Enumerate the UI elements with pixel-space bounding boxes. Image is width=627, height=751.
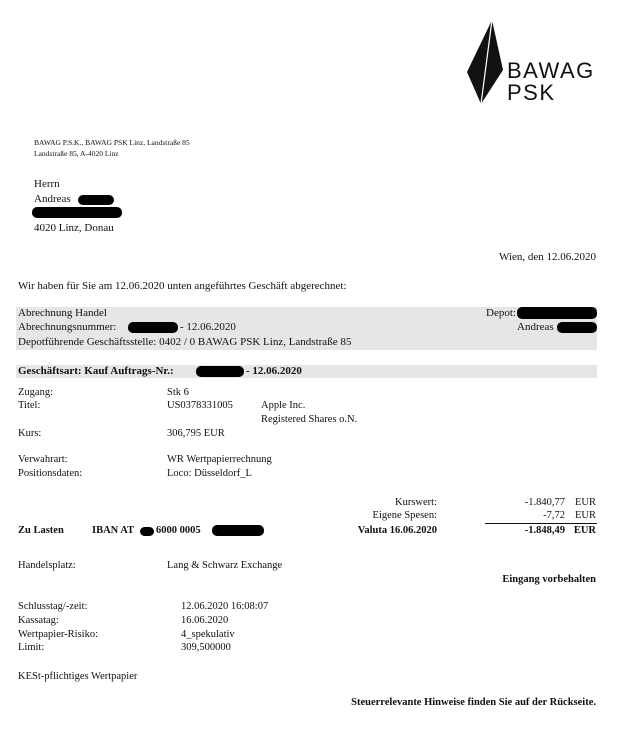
holder-name: Andreas — [517, 321, 554, 333]
branch-line: Depotführende Geschäftsstelle: 0402 / 0 BAWAG PSK Linz, Landstraße 85 — [18, 336, 352, 348]
titel-label: Titel: — [18, 400, 41, 411]
recipient-salutation: Herrn — [34, 178, 60, 190]
titel-name1: Apple Inc. — [261, 400, 306, 411]
spesen-currency: EUR — [575, 510, 596, 521]
schlusstag-label: Schlusstag/-zeit: — [18, 601, 88, 612]
redaction — [32, 207, 122, 218]
redaction — [140, 527, 154, 536]
kurs-label: Kurs: — [18, 428, 42, 439]
abrechnungsnummer-label: Abrechnungsnummer: — [18, 321, 117, 333]
footer-note: Steuerrelevante Hinweise finden Sie auf der Rückseite. — [351, 697, 596, 708]
titel-name2: Registered Shares o.N. — [261, 414, 358, 425]
positionsdaten-label: Positionsdaten: — [18, 468, 83, 479]
abrechnungsnummer-date: - 12.06.2020 — [180, 321, 236, 333]
recipient-name: Andreas — [34, 193, 71, 205]
kurswert-value: -1.840,77 — [524, 497, 565, 508]
titel-isin: US0378331005 — [167, 400, 233, 411]
brand-line1: BAWAG — [507, 58, 595, 83]
brand-line2: PSK — [507, 80, 556, 105]
kurswert-currency: EUR — [575, 497, 596, 508]
total-currency: EUR — [573, 525, 596, 536]
positionsdaten-value: Loco: Düsseldorf_L — [167, 468, 252, 479]
intro-text: Wir haben für Sie am 12.06.2020 unten angeführtes Geschäft abgerechnet: — [18, 280, 347, 292]
redaction — [212, 525, 264, 536]
sender-line2: Landstraße 85, A-4020 Linz — [34, 149, 119, 158]
total-value: -1.848,49 — [524, 525, 565, 536]
geschaeftsart-label: Geschäftsart: Kauf Auftrags-Nr.: — [18, 365, 174, 377]
zugang-value: Stk 6 — [167, 387, 189, 398]
depot-label: Depot: — [486, 307, 516, 319]
redaction — [128, 322, 178, 333]
redaction — [517, 307, 597, 319]
risiko-label: Wertpapier-Risiko: — [18, 629, 99, 640]
zulasten-label: Zu Lasten — [18, 525, 64, 536]
handelsplatz-value: Lang & Schwarz Exchange — [167, 560, 283, 571]
geschaeftsart-date: - 12.06.2020 — [246, 365, 302, 377]
spesen-label: Eigene Spesen: — [372, 510, 437, 521]
diamond-logo-icon — [465, 18, 505, 108]
redaction — [557, 322, 597, 333]
redaction — [196, 366, 244, 377]
limit-value: 309,500000 — [181, 642, 231, 653]
risiko-value: 4_spekulativ — [181, 629, 235, 640]
abrechnung-title: Abrechnung Handel — [18, 307, 107, 319]
valuta: Valuta 16.06.2020 — [357, 525, 437, 536]
limit-label: Limit: — [18, 642, 45, 653]
kassatag-label: Kassatag: — [18, 615, 59, 626]
iban-prefix: IBAN AT — [92, 525, 135, 536]
handelsplatz-label: Handelsplatz: — [18, 560, 76, 571]
sender-line1: BAWAG P.S.K., BAWAG PSK Linz, Landstraße 85 — [34, 138, 190, 147]
date-line: Wien, den 12.06.2020 — [498, 251, 596, 263]
kurswert-label: Kurswert: — [395, 497, 437, 508]
iban-middle: 6000 0005 — [156, 525, 201, 536]
sum-divider — [485, 523, 597, 524]
kurs-value: 306,795 EUR — [167, 428, 225, 439]
verwahrart-value: WR Wertpapierrechnung — [167, 454, 272, 465]
zugang-label: Zugang: — [18, 387, 53, 398]
bawag-psk-logo — [465, 18, 595, 108]
redaction — [78, 195, 114, 205]
kest-note: KESt-pflichtiges Wertpapier — [18, 671, 138, 682]
recipient-city: 4020 Linz, Donau — [34, 222, 114, 234]
kassatag-value: 16.06.2020 — [181, 615, 229, 626]
schlusstag-value: 12.06.2020 16:08:07 — [181, 601, 269, 612]
spesen-value: -7,72 — [543, 510, 565, 521]
eingang-vorbehalten: Eingang vorbehalten — [502, 574, 596, 585]
verwahrart-label: Verwahrart: — [18, 454, 68, 465]
